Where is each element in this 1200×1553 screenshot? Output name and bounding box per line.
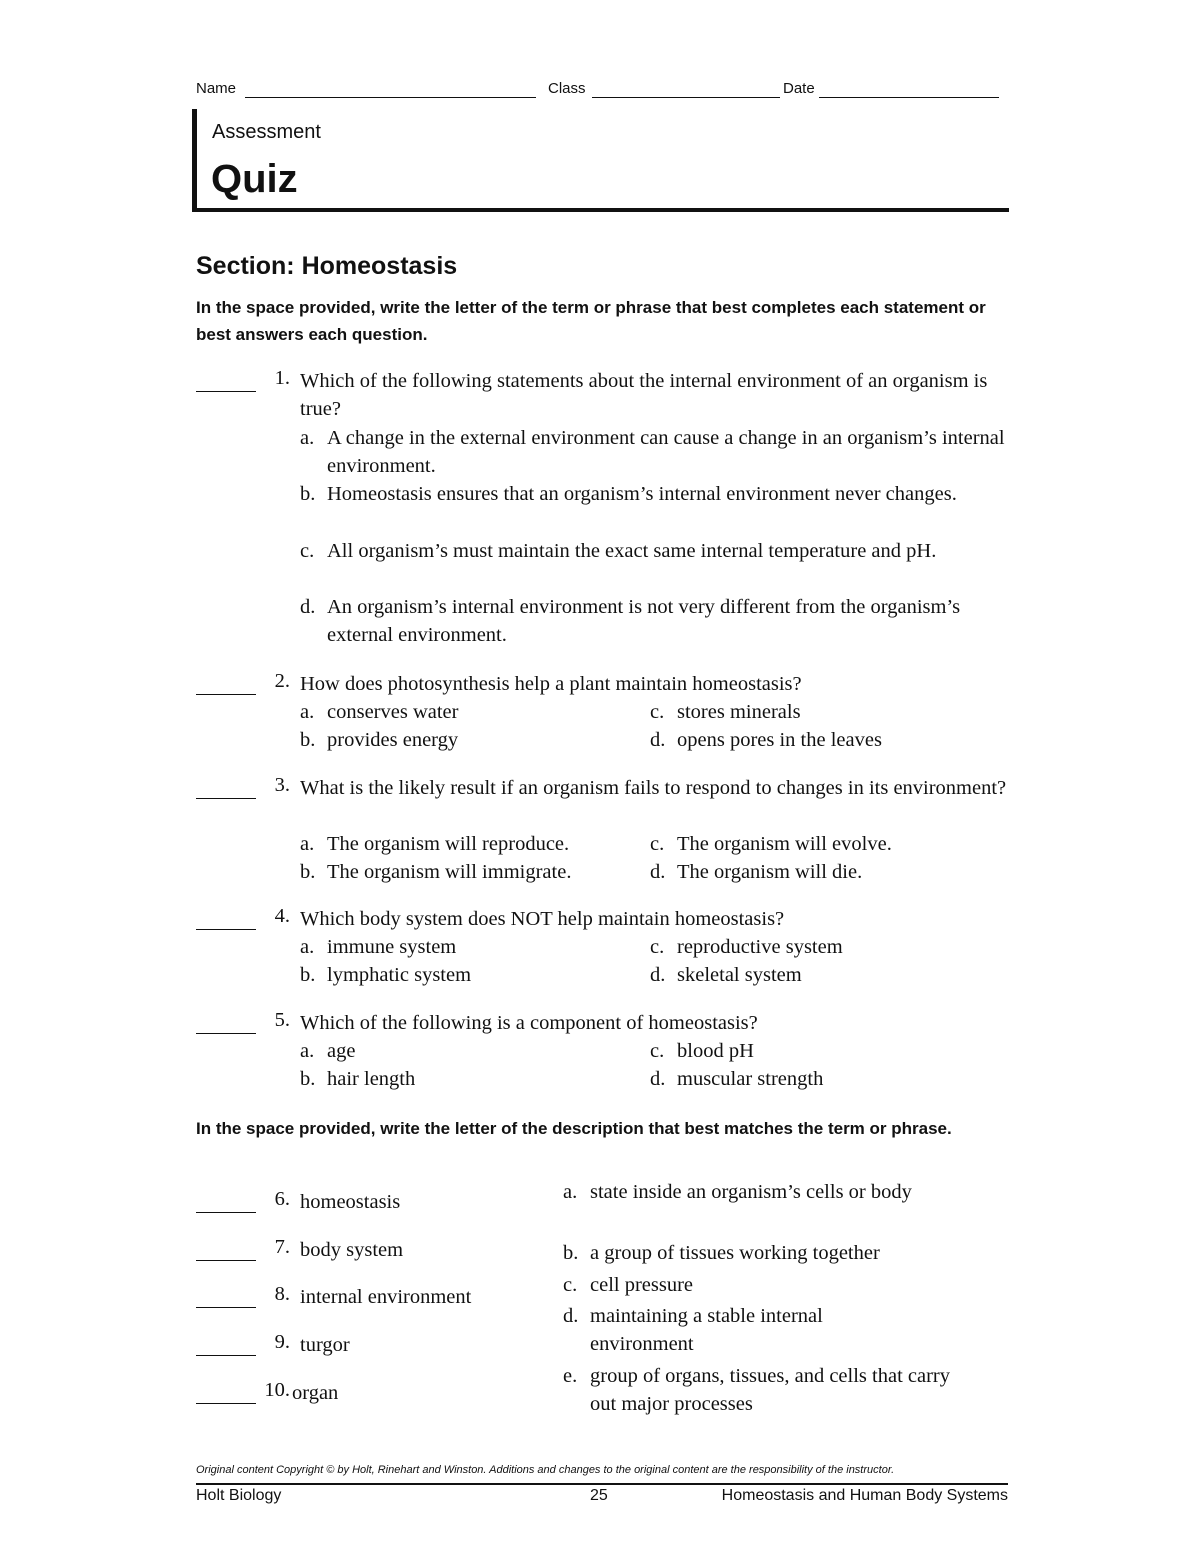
answer-blank[interactable] bbox=[196, 1212, 256, 1213]
answer-option: b. The organism will immigrate. bbox=[300, 861, 572, 883]
answer-option: b. lymphatic system bbox=[300, 964, 472, 986]
page-footer bbox=[196, 1487, 1008, 1509]
matching-description: c. cell pressure bbox=[563, 1274, 694, 1296]
answer-blank[interactable] bbox=[196, 1033, 256, 1034]
class-label: Class bbox=[548, 80, 586, 97]
answer-option: d. An organism’s internal environment is not very different from the organism’s external environment. bbox=[300, 596, 961, 646]
class-field[interactable] bbox=[592, 97, 780, 98]
matching-description: b. a group of tissues working together bbox=[563, 1242, 880, 1264]
answer-option: c. reproductive system bbox=[650, 936, 843, 958]
section-title: Section: Homeostasis bbox=[196, 252, 458, 280]
question-stem: Which body system does NOT help maintain homeostasis? bbox=[300, 908, 785, 930]
question-number: 3. bbox=[274, 774, 290, 796]
matching-description: d. maintaining a stable internal environment bbox=[563, 1305, 823, 1355]
assessment-banner bbox=[192, 109, 1009, 212]
answer-option: b. Homeostasis ensures that an organism’s internal environment never changes. bbox=[300, 483, 957, 505]
question-stem: What is the likely result if an organism fails to respond to changes in its environment? bbox=[300, 777, 1007, 799]
answer-option: a. The organism will reproduce. bbox=[300, 833, 570, 855]
matching-instructions: In the space provided, write the letter of the description that best matches the term or phrase. bbox=[196, 1119, 952, 1138]
matching-description: a. state inside an organism’s cells or body bbox=[563, 1181, 912, 1203]
date-label: Date bbox=[783, 80, 815, 97]
matching-term: 6. homeostasis bbox=[196, 1188, 536, 1218]
footer-chapter-title: Homeostasis and Human Body Systems bbox=[721, 1487, 1008, 1504]
answer-option: d. muscular strength bbox=[650, 1068, 824, 1090]
answer-option: c. blood pH bbox=[650, 1040, 754, 1062]
answer-option: a. immune system bbox=[300, 936, 457, 958]
answer-option: a. age bbox=[300, 1040, 356, 1062]
answer-option: c. The organism will evolve. bbox=[650, 833, 892, 855]
date-field[interactable] bbox=[819, 97, 999, 98]
matching-term: 10. organ bbox=[196, 1379, 536, 1409]
question-number: 2. bbox=[274, 670, 290, 692]
question-stem: Which of the following is a component of homeostasis? bbox=[300, 1012, 758, 1034]
question-number: 5. bbox=[274, 1009, 290, 1031]
answer-blank[interactable] bbox=[196, 391, 256, 392]
matching-term: 8. internal environment bbox=[196, 1283, 536, 1313]
student-info-header bbox=[196, 80, 1008, 102]
answer-blank[interactable] bbox=[196, 1260, 256, 1261]
answer-blank[interactable] bbox=[196, 1355, 256, 1356]
banner-kicker: Assessment bbox=[212, 121, 321, 143]
answer-option: a. A change in the external environment can cause a change in an organism’s internal environment. bbox=[300, 427, 1005, 477]
multiple-choice-instructions: In the space provided, write the letter of the term or phrase that best completes each statement or best answers each question. bbox=[196, 298, 986, 344]
matching-term: 9. turgor bbox=[196, 1331, 536, 1361]
answer-option: d. skeletal system bbox=[650, 964, 802, 986]
answer-blank[interactable] bbox=[196, 1307, 256, 1308]
page-title: Quiz bbox=[211, 157, 298, 201]
question-number: 1. bbox=[274, 367, 290, 389]
answer-option: d. The organism will die. bbox=[650, 861, 863, 883]
page-number: 25 bbox=[590, 1487, 608, 1504]
question-stem: Which of the following statements about the internal environment of an organism is true? bbox=[300, 370, 988, 420]
footer-divider bbox=[196, 1483, 1008, 1485]
matching-term: 7. body system bbox=[196, 1236, 536, 1266]
answer-option: c. stores minerals bbox=[650, 701, 801, 723]
answer-blank[interactable] bbox=[196, 929, 256, 930]
answer-blank[interactable] bbox=[196, 798, 256, 799]
copyright-notice: Original content Copyright © by Holt, Rinehart and Winston. Additions and changes to the original content are the responsibility of the instructor. bbox=[196, 1464, 895, 1476]
answer-option: c. All organism’s must maintain the exact same internal temperature and pH. bbox=[300, 540, 937, 562]
answer-blank[interactable] bbox=[196, 1403, 256, 1404]
matching-description: e. group of organs, tissues, and cells that carry out major processes bbox=[563, 1365, 950, 1415]
footer-book-title: Holt Biology bbox=[196, 1487, 282, 1504]
answer-option: a. conserves water bbox=[300, 701, 459, 723]
answer-blank[interactable] bbox=[196, 694, 256, 695]
answer-option: b. hair length bbox=[300, 1068, 416, 1090]
answer-option: b. provides energy bbox=[300, 729, 459, 751]
question-stem: How does photosynthesis help a plant maintain homeostasis? bbox=[300, 673, 802, 695]
name-field[interactable] bbox=[245, 97, 536, 98]
answer-option: d. opens pores in the leaves bbox=[650, 729, 882, 751]
question-number: 4. bbox=[274, 905, 290, 927]
name-label: Name bbox=[196, 80, 237, 97]
